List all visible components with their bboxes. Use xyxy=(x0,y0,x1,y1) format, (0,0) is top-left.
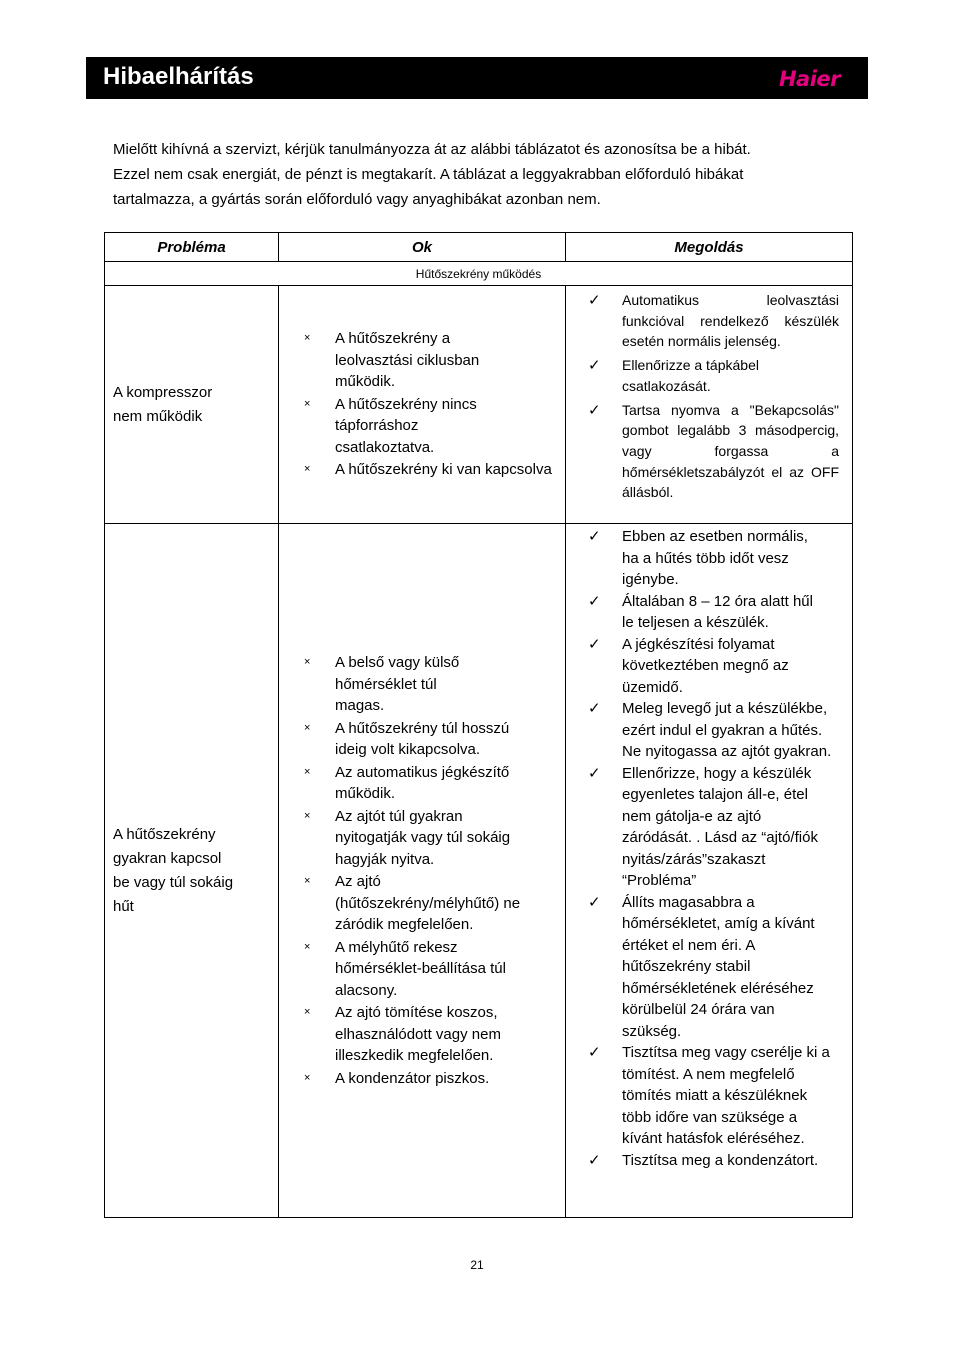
cross-icon: × xyxy=(304,1071,311,1084)
check-icon: ✓ xyxy=(588,893,601,911)
cause-text: A belső vagy külső hőmérséklet túl magas. xyxy=(335,654,460,714)
cause-text: Az ajtó (hűtőszekrény/mélyhűtő) ne záródik megfelelően. xyxy=(335,873,521,933)
problem-cell: A kompresszor nem működik xyxy=(105,286,279,524)
list-item xyxy=(304,1002,525,1067)
list-item xyxy=(304,652,525,717)
list-item xyxy=(588,400,839,504)
cross-icon: × xyxy=(304,332,311,345)
solution-text: Tisztítsa meg a kondenzátort. xyxy=(622,1151,819,1169)
solution-text: Ellenőrizze, hogy a készülék egyenletes talajon áll-e, étel nem gátolja-e az ajtó záródását. . Lásd az “ajtó/fiók nyitás/zárás”szakaszt “Probléma” xyxy=(622,764,818,889)
cause-text: A mélyhűtő rekesz hőmérséklet-beállítása túl alacsony. xyxy=(335,938,506,999)
list-item xyxy=(588,892,834,1043)
list-item xyxy=(588,526,834,591)
list-item xyxy=(588,634,834,699)
table-row xyxy=(105,286,853,524)
list-item xyxy=(304,459,563,481)
cause-text: A hűtőszekrény túl hosszú ideig volt kikapcsolva. xyxy=(335,719,510,758)
cause-text: Az automatikus jégkészítő működik. xyxy=(335,763,510,802)
intro-line-1: Mielőtt kihívná a szervizt, kérjük tanulmányozza át az alábbi táblázatot és azonosítsa be a hibát. xyxy=(113,141,751,158)
solution-text: Automatikus leolvasztási funkcióval rendelkező készülék esetén normális jelenség. xyxy=(622,292,839,350)
check-icon: ✓ xyxy=(588,700,601,717)
list-item xyxy=(304,937,525,1002)
table-header-row xyxy=(105,233,853,262)
list-item xyxy=(588,1150,834,1172)
header-cause: Ok xyxy=(279,233,566,262)
header-problem: Probléma xyxy=(105,233,279,262)
cross-icon: × xyxy=(304,809,311,822)
cause-text: A hűtőszekrény a leolvasztási ciklusban működik. xyxy=(335,330,480,391)
list-item xyxy=(304,718,525,761)
intro-line-2: Ezzel nem csak energiát, de pénzt is megtakarít. A táblázat a leggyakrabban előforduló hibákat xyxy=(113,166,744,183)
list-item xyxy=(304,806,525,871)
check-icon: ✓ xyxy=(588,401,601,419)
list-item xyxy=(588,355,839,396)
solution-list xyxy=(566,526,852,1171)
cause-text: Az ajtó tömítése koszos, elhasználódott vagy nem illeszkedik megfelelően. xyxy=(335,1004,501,1064)
section-title: Hűtőszekrény működés xyxy=(105,262,853,286)
solution-text: Általában 8 – 12 óra alatt hűl le teljesen a készülék. xyxy=(622,592,813,631)
check-icon: ✓ xyxy=(588,592,601,610)
solution-cell xyxy=(566,524,853,1218)
cause-cell xyxy=(279,524,566,1218)
header-bar xyxy=(86,57,868,99)
list-item xyxy=(588,591,834,634)
solution-text: Állíts magasabbra a hőmérsékletet, amíg a kívánt értéket el nem éri. A hűtőszekrény stabil hőmérsékletének eléréséhez körülbelül 24 órára van szükség. xyxy=(622,893,815,1040)
problem-cell: A hűtőszekrény gyakran kapcsol be vagy túl sokáig hűt xyxy=(105,524,279,1218)
check-icon: ✓ xyxy=(588,292,601,309)
cause-list xyxy=(279,652,565,1089)
cross-icon: × xyxy=(304,656,311,668)
cross-icon: × xyxy=(304,765,311,778)
list-item xyxy=(304,328,563,393)
page-number: 21 xyxy=(470,1258,484,1272)
list-item xyxy=(588,698,834,763)
check-icon: ✓ xyxy=(588,764,601,782)
cross-icon: × xyxy=(304,940,311,953)
list-item xyxy=(304,871,525,936)
solution-text: Tartsa nyomva a "Bekapcsolás" gombot legalább 3 másodpercig, vagy forgassa a hőmérsékletszabályzót el az OFF állásból. xyxy=(622,401,839,501)
solution-text: Ebben az esetben normális, ha a hűtés több időt vesz igénybe. xyxy=(622,528,808,588)
list-item xyxy=(304,762,525,805)
check-icon: ✓ xyxy=(588,1151,601,1169)
check-icon: ✓ xyxy=(588,528,601,545)
header-solution: Megoldás xyxy=(566,233,853,262)
troubleshooting-table xyxy=(104,232,853,1218)
cause-cell xyxy=(279,286,566,524)
cause-text: Az ajtót túl gyakran nyitogatják vagy túl sokáig hagyják nyitva. xyxy=(335,807,511,868)
list-item xyxy=(304,394,563,459)
check-icon: ✓ xyxy=(588,357,601,375)
cause-text: A hűtőszekrény ki van kapcsolva xyxy=(335,461,552,479)
cause-list xyxy=(279,328,565,481)
solution-text: Ellenőrizze a tápkábel csatlakozását. xyxy=(622,357,759,394)
solution-list xyxy=(566,290,852,503)
list-item xyxy=(304,1068,525,1090)
list-item xyxy=(588,1042,834,1150)
solution-text: Tisztítsa meg vagy cserélje ki a tömítést. A nem megfelelő tömítés miatt a készüléknek több időre van szüksége a kívánt hatásfok eléréséhez. xyxy=(622,1044,830,1147)
cross-icon: × xyxy=(304,875,311,887)
intro-paragraph xyxy=(113,137,833,212)
cross-icon: × xyxy=(304,397,311,410)
check-icon: ✓ xyxy=(588,1044,601,1061)
intro-line-3: tartalmazza, a gyártás során előforduló vagy anyaghibákat azonban nem. xyxy=(113,191,601,208)
section-row xyxy=(105,262,853,286)
list-item xyxy=(588,290,839,352)
cause-text: A kondenzátor piszkos. xyxy=(335,1069,490,1087)
list-item xyxy=(588,763,834,892)
cross-icon: × xyxy=(304,721,311,734)
check-icon: ✓ xyxy=(588,635,601,653)
haier-logo: Haier xyxy=(778,67,840,91)
cross-icon: × xyxy=(304,1006,311,1018)
solution-cell xyxy=(566,286,853,524)
cause-text: A hűtőszekrény nincs tápforráshoz csatlakoztatva. xyxy=(335,395,477,456)
cross-icon: × xyxy=(304,463,311,476)
page-title: Hibaelhárítás xyxy=(103,63,254,90)
solution-text: Meleg levegő jut a készülékbe, ezért indul el gyakran a hűtés. Ne nyitogassa az ajtót gyakran. xyxy=(622,700,832,760)
table-row xyxy=(105,524,853,1218)
solution-text: A jégkészítési folyamat következtében megnő az üzemidő. xyxy=(622,635,789,696)
